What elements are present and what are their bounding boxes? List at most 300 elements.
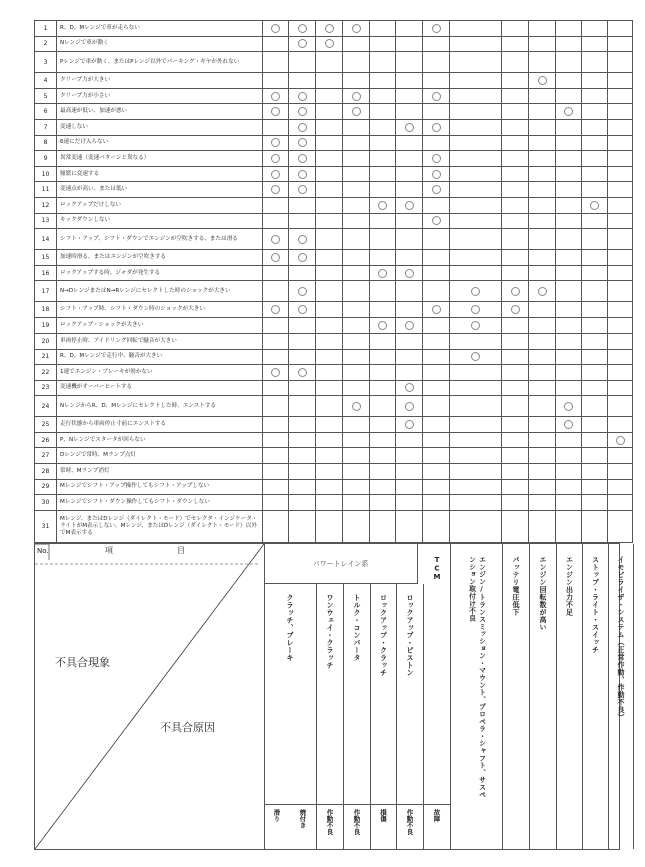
- matrix-row: [35, 265, 633, 281]
- matrix-cell: [502, 166, 529, 182]
- matrix-cell: [316, 495, 343, 511]
- matrix-cell: [502, 197, 529, 213]
- matrix-cell: [556, 104, 582, 120]
- matrix-cell: [450, 52, 502, 73]
- matrix-cell: [529, 36, 556, 52]
- matrix-cell: [582, 265, 608, 281]
- matrix-row: [35, 464, 633, 480]
- matrix-cell: [608, 495, 633, 511]
- matrix-cell: [502, 182, 529, 198]
- fault-type-label: 作動不良: [325, 809, 334, 835]
- symptom-text: クリープ力が大きい: [57, 73, 263, 89]
- circle-mark-icon: [405, 321, 414, 330]
- matrix-cell: [502, 104, 529, 120]
- row-number: 19: [35, 318, 57, 334]
- matrix-cell: [343, 104, 370, 120]
- row-number: 31: [35, 510, 57, 542]
- matrix-cell: [502, 281, 529, 302]
- matrix-cell: [556, 417, 582, 433]
- matrix-cell: [608, 88, 633, 104]
- matrix-cell: [529, 396, 556, 417]
- matrix-cell: [370, 349, 396, 365]
- matrix-cell: [423, 448, 450, 464]
- matrix-cell: [529, 250, 556, 266]
- matrix-cell: [343, 213, 370, 229]
- matrix-cell: [316, 417, 343, 433]
- symptom-text: Mレンジでシフト・アップ操作してもシフト・アップしない: [57, 479, 263, 495]
- column-label: エンジン/トランスミッション・マウント、プロペラ・シャフト、サスペンション取付け不良: [467, 556, 486, 799]
- fault-type-label: 焼付き: [298, 809, 307, 829]
- cause-column-header: [609, 544, 634, 849]
- circle-mark-icon: [271, 138, 280, 147]
- matrix-cell: [608, 104, 633, 120]
- row-number: 22: [35, 365, 57, 381]
- matrix-cell: [423, 119, 450, 135]
- matrix-row: [35, 151, 633, 167]
- matrix-cell: [450, 119, 502, 135]
- circle-mark-icon: [432, 216, 441, 225]
- matrix-cell: [289, 432, 316, 448]
- symptom-text: クリープ力が小さい: [57, 88, 263, 104]
- matrix-cell: [450, 229, 502, 250]
- fault-type-cell: [397, 804, 423, 850]
- matrix-row: [35, 495, 633, 511]
- matrix-cell: [529, 333, 556, 349]
- matrix-header: [34, 543, 625, 850]
- matrix-cell: [423, 495, 450, 511]
- matrix-cell: [316, 104, 343, 120]
- cause-column-header: [290, 584, 317, 849]
- matrix-cell: [316, 119, 343, 135]
- matrix-cell: [450, 21, 502, 37]
- matrix-cell: [263, 495, 289, 511]
- matrix-cell: [370, 396, 396, 417]
- matrix-cell: [529, 213, 556, 229]
- symptom-text: 走行状態から車両停止寸前にエンストする: [57, 417, 263, 433]
- matrix-cell: [608, 151, 633, 167]
- matrix-cell: [450, 510, 502, 542]
- matrix-cell: [450, 104, 502, 120]
- matrix-cell: [502, 21, 529, 37]
- matrix-cell: [370, 281, 396, 302]
- matrix-cell: [450, 36, 502, 52]
- matrix-cell: [450, 396, 502, 417]
- matrix-cell: [316, 229, 343, 250]
- matrix-cell: [396, 380, 423, 396]
- symptom-text: 異常変速（変速パターンと異なる）: [57, 151, 263, 167]
- matrix-cell: [316, 197, 343, 213]
- matrix-cell: [289, 417, 316, 433]
- matrix-cell: [343, 281, 370, 302]
- matrix-cell: [289, 349, 316, 365]
- matrix-cell: [556, 213, 582, 229]
- matrix-cell: [556, 265, 582, 281]
- matrix-cell: [289, 151, 316, 167]
- matrix-cell: [370, 213, 396, 229]
- circle-mark-icon: [432, 154, 441, 163]
- matrix-cell: [423, 197, 450, 213]
- matrix-cell: [343, 250, 370, 266]
- symptom-text: 6速にだけ入らない: [57, 135, 263, 151]
- matrix-cell: [556, 396, 582, 417]
- matrix-cell: [582, 380, 608, 396]
- matrix-cell: [423, 396, 450, 417]
- matrix-cell: [263, 250, 289, 266]
- matrix-cell: [289, 73, 316, 89]
- matrix-cell: [556, 151, 582, 167]
- matrix-cell: [316, 73, 343, 89]
- matrix-cell: [370, 380, 396, 396]
- matrix-row: [35, 197, 633, 213]
- matrix-cell: [608, 333, 633, 349]
- matrix-cell: [582, 213, 608, 229]
- matrix-cell: [502, 36, 529, 52]
- matrix-cell: [556, 432, 582, 448]
- matrix-cell: [289, 448, 316, 464]
- matrix-cell: [529, 318, 556, 334]
- matrix-cell: [396, 281, 423, 302]
- matrix-cell: [450, 318, 502, 334]
- circle-mark-icon: [271, 170, 280, 179]
- no-column-label: No.: [37, 547, 49, 555]
- matrix-cell: [316, 265, 343, 281]
- matrix-row: [35, 432, 633, 448]
- column-label: イモビライザ・システム（正常作動、作動不良）: [617, 556, 625, 721]
- corner-cell: [35, 544, 265, 849]
- circle-mark-icon: [564, 420, 573, 429]
- matrix-row: [35, 281, 633, 302]
- column-label: バッテリ電圧低下: [512, 556, 520, 616]
- circle-mark-icon: [378, 321, 387, 330]
- matrix-cell: [423, 333, 450, 349]
- matrix-cell: [370, 119, 396, 135]
- matrix-cell: [608, 21, 633, 37]
- circle-mark-icon: [471, 287, 480, 296]
- matrix-cell: [316, 151, 343, 167]
- matrix-cell: [343, 265, 370, 281]
- symptom-text: Nレンジで車が動く: [57, 36, 263, 52]
- matrix-cell: [608, 36, 633, 52]
- matrix-cell: [450, 302, 502, 318]
- matrix-cell: [502, 229, 529, 250]
- matrix-cell: [396, 318, 423, 334]
- matrix-cell: [343, 166, 370, 182]
- matrix-cell: [263, 417, 289, 433]
- matrix-cell: [423, 21, 450, 37]
- row-number: 30: [35, 495, 57, 511]
- cause-column-header: [424, 544, 451, 849]
- matrix-cell: [343, 73, 370, 89]
- circle-mark-icon: [564, 107, 573, 116]
- matrix-cell: [343, 479, 370, 495]
- matrix-cell: [316, 36, 343, 52]
- matrix-cell: [370, 333, 396, 349]
- matrix-cell: [450, 495, 502, 511]
- matrix-cell: [370, 197, 396, 213]
- matrix-cell: [529, 73, 556, 89]
- matrix-cell: [556, 380, 582, 396]
- matrix-cell: [529, 119, 556, 135]
- matrix-row: [35, 213, 633, 229]
- matrix-cell: [263, 365, 289, 381]
- matrix-cell: [289, 265, 316, 281]
- matrix-cell: [502, 495, 529, 511]
- matrix-cell: [423, 464, 450, 480]
- matrix-cell: [396, 250, 423, 266]
- matrix-cell: [450, 265, 502, 281]
- circle-mark-icon: [511, 287, 520, 296]
- matrix-cell: [556, 448, 582, 464]
- matrix-cell: [396, 166, 423, 182]
- row-number: 8: [35, 135, 57, 151]
- matrix-cell: [529, 417, 556, 433]
- matrix-cell: [289, 333, 316, 349]
- matrix-cell: [423, 479, 450, 495]
- circle-mark-icon: [271, 154, 280, 163]
- matrix-cell: [316, 510, 343, 542]
- matrix-cell: [343, 52, 370, 73]
- matrix-cell: [263, 182, 289, 198]
- circle-mark-icon: [352, 107, 361, 116]
- circle-mark-icon: [325, 24, 334, 33]
- matrix-cell: [582, 73, 608, 89]
- symptom-text: キックダウンしない: [57, 213, 263, 229]
- matrix-cell: [556, 250, 582, 266]
- matrix-cell: [289, 510, 316, 542]
- matrix-cell: [343, 197, 370, 213]
- circle-mark-icon: [298, 253, 307, 262]
- row-number: 23: [35, 380, 57, 396]
- matrix-cell: [450, 479, 502, 495]
- matrix-cell: [450, 365, 502, 381]
- matrix-cell: [316, 318, 343, 334]
- symptom-text: 最高速が低い、加速が悪い: [57, 104, 263, 120]
- matrix-cell: [396, 479, 423, 495]
- symptom-text: 頻繁に変速する: [57, 166, 263, 182]
- matrix-cell: [450, 464, 502, 480]
- matrix-cell: [316, 365, 343, 381]
- matrix-cell: [343, 396, 370, 417]
- matrix-cell: [396, 396, 423, 417]
- matrix-cell: [343, 182, 370, 198]
- matrix-cell: [396, 52, 423, 73]
- circle-mark-icon: [298, 235, 307, 244]
- matrix-cell: [423, 73, 450, 89]
- matrix-cell: [529, 104, 556, 120]
- row-number: 20: [35, 333, 57, 349]
- matrix-cell: [502, 464, 529, 480]
- matrix-cell: [502, 365, 529, 381]
- matrix-cell: [556, 479, 582, 495]
- matrix-cell: [529, 21, 556, 37]
- matrix-cell: [289, 104, 316, 120]
- row-number: 12: [35, 197, 57, 213]
- row-number: 1: [35, 21, 57, 37]
- matrix-cell: [370, 151, 396, 167]
- matrix-cell: [343, 448, 370, 464]
- matrix-cell: [582, 448, 608, 464]
- powertrain-group-label: パワートレイン系: [264, 544, 418, 584]
- matrix-cell: [608, 229, 633, 250]
- symptom-text: Pレンジで車が動く、またはPレンジ以外でパーキング・ギヤが外れない: [57, 52, 263, 73]
- matrix-cell: [582, 21, 608, 37]
- fault-type-label: 作動不良: [405, 809, 414, 835]
- matrix-cell: [556, 182, 582, 198]
- circle-mark-icon: [352, 24, 361, 33]
- matrix-cell: [450, 448, 502, 464]
- fault-type-cell: [371, 804, 396, 850]
- matrix-cell: [502, 119, 529, 135]
- column-label: エンジン回転数が高い: [539, 556, 547, 631]
- matrix-cell: [423, 213, 450, 229]
- matrix-cell: [608, 432, 633, 448]
- row-number: 4: [35, 73, 57, 89]
- circle-mark-icon: [298, 154, 307, 163]
- matrix-cell: [396, 36, 423, 52]
- matrix-cell: [370, 229, 396, 250]
- circle-mark-icon: [405, 402, 414, 411]
- matrix-cell: [289, 380, 316, 396]
- circle-mark-icon: [298, 24, 307, 33]
- matrix-cell: [289, 36, 316, 52]
- matrix-cell: [529, 52, 556, 73]
- matrix-cell: [423, 380, 450, 396]
- matrix-cell: [556, 119, 582, 135]
- matrix-cell: [316, 182, 343, 198]
- matrix-cell: [529, 182, 556, 198]
- matrix-cell: [263, 119, 289, 135]
- matrix-cell: [556, 495, 582, 511]
- fault-type-label: 滑り: [272, 809, 281, 822]
- matrix-cell: [343, 302, 370, 318]
- matrix-cell: [370, 135, 396, 151]
- circle-mark-icon: [432, 123, 441, 132]
- symptom-text: シフト・アップ、シフト・ダウンでエンジンが空吹きする、または滑る: [57, 229, 263, 250]
- row-number: 18: [35, 302, 57, 318]
- matrix-cell: [582, 52, 608, 73]
- matrix-cell: [556, 229, 582, 250]
- matrix-cell: [343, 318, 370, 334]
- matrix-cell: [582, 365, 608, 381]
- symptom-text: 変速機がオーバーヒートする: [57, 380, 263, 396]
- matrix-cell: [289, 318, 316, 334]
- matrix-cell: [289, 88, 316, 104]
- matrix-cell: [263, 135, 289, 151]
- matrix-cell: [263, 479, 289, 495]
- circle-mark-icon: [352, 402, 361, 411]
- row-number: 13: [35, 213, 57, 229]
- fault-type-cell: [264, 804, 290, 850]
- row-number: 25: [35, 417, 57, 433]
- matrix-cell: [263, 52, 289, 73]
- diagonal-divider: [35, 544, 264, 849]
- matrix-row: [35, 135, 633, 151]
- matrix-cell: [502, 349, 529, 365]
- circle-mark-icon: [352, 92, 361, 101]
- column-label: トルク・コンバータ: [353, 594, 361, 662]
- matrix-cell: [370, 166, 396, 182]
- matrix-cell: [423, 182, 450, 198]
- row-number: 9: [35, 151, 57, 167]
- matrix-cell: [556, 197, 582, 213]
- symptom-text: R、D、Mレンジで車が走らない: [57, 21, 263, 37]
- circle-mark-icon: [564, 402, 573, 411]
- matrix-cell: [289, 119, 316, 135]
- matrix-cell: [289, 21, 316, 37]
- matrix-cell: [502, 151, 529, 167]
- matrix-cell: [423, 365, 450, 381]
- matrix-cell: [608, 197, 633, 213]
- matrix-cell: [556, 21, 582, 37]
- matrix-cell: [316, 333, 343, 349]
- matrix-cell: [529, 265, 556, 281]
- fault-type-label: 故障: [432, 809, 441, 822]
- circle-mark-icon: [298, 287, 307, 296]
- matrix-cell: [450, 417, 502, 433]
- matrix-cell: [423, 318, 450, 334]
- matrix-cell: [343, 365, 370, 381]
- matrix-cell: [396, 464, 423, 480]
- matrix-cell: [316, 135, 343, 151]
- matrix-cell: [263, 73, 289, 89]
- matrix-cell: [396, 302, 423, 318]
- matrix-cell: [396, 349, 423, 365]
- matrix-cell: [370, 265, 396, 281]
- matrix-cell: [423, 104, 450, 120]
- matrix-cell: [556, 135, 582, 151]
- matrix-cell: [396, 135, 423, 151]
- matrix-cell: [423, 265, 450, 281]
- matrix-cell: [582, 104, 608, 120]
- matrix-cell: [529, 479, 556, 495]
- matrix-cell: [316, 52, 343, 73]
- matrix-cell: [396, 88, 423, 104]
- symptom-text: シフト・アップ時、シフト・ダウン時のショックが大きい: [57, 302, 263, 318]
- matrix-cell: [582, 229, 608, 250]
- row-number: 10: [35, 166, 57, 182]
- circle-mark-icon: [378, 201, 387, 210]
- matrix-cell: [289, 166, 316, 182]
- row-number: 17: [35, 281, 57, 302]
- matrix-cell: [556, 318, 582, 334]
- matrix-cell: [502, 73, 529, 89]
- circle-mark-icon: [298, 305, 307, 314]
- circle-mark-icon: [271, 305, 280, 314]
- circle-mark-icon: [298, 123, 307, 132]
- circle-mark-icon: [405, 269, 414, 278]
- matrix-cell: [370, 495, 396, 511]
- matrix-cell: [289, 495, 316, 511]
- matrix-cell: [556, 365, 582, 381]
- matrix-cell: [289, 135, 316, 151]
- matrix-cell: [316, 88, 343, 104]
- matrix-cell: [396, 365, 423, 381]
- matrix-cell: [423, 88, 450, 104]
- matrix-row: [35, 349, 633, 365]
- matrix-cell: [582, 36, 608, 52]
- circle-mark-icon: [298, 368, 307, 377]
- matrix-cell: [263, 151, 289, 167]
- matrix-cell: [423, 166, 450, 182]
- matrix-cell: [582, 151, 608, 167]
- fault-type-cell: [344, 804, 370, 850]
- matrix-cell: [529, 349, 556, 365]
- matrix-cell: [502, 417, 529, 433]
- cause-column-header: [503, 544, 530, 849]
- matrix-cell: [529, 495, 556, 511]
- matrix-cell: [370, 510, 396, 542]
- symptom-text: 車両停止時、アイドリング回転で騒音が大きい: [57, 333, 263, 349]
